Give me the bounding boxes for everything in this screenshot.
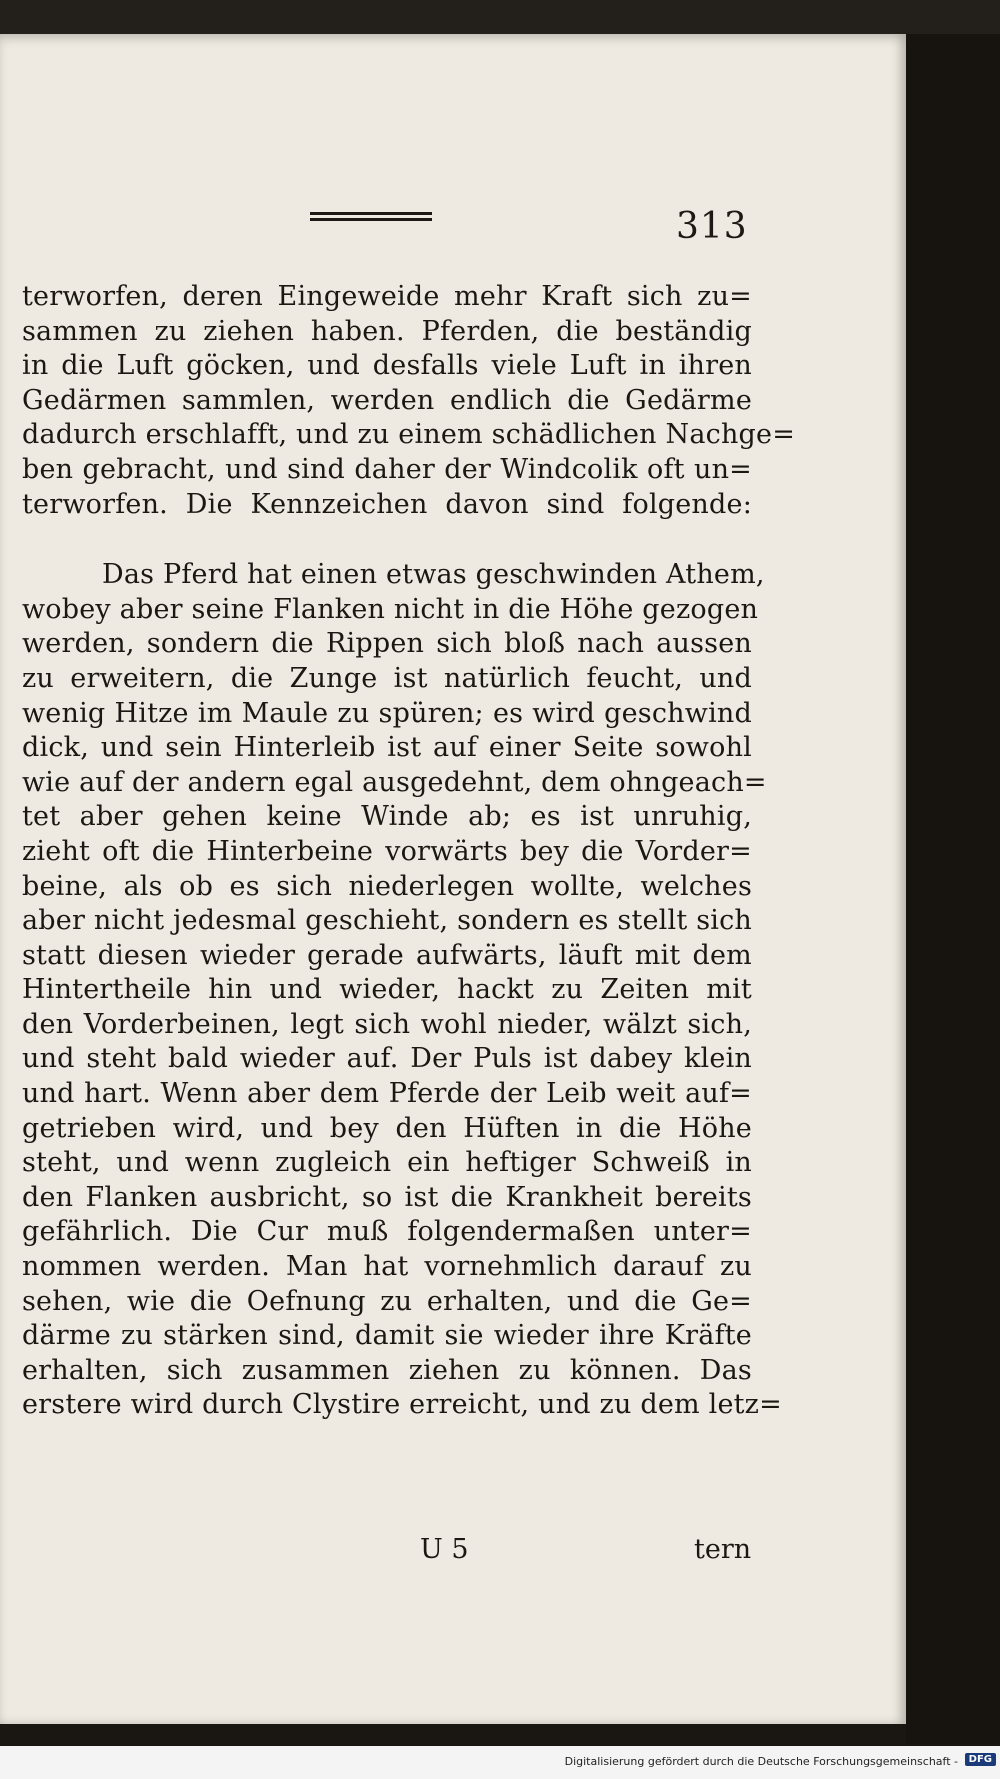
text-line: in die Luft göcken, und desfalls viele Luft in ihren <box>22 350 752 382</box>
text-line: terworfen, deren Eingeweide mehr Kraft sich zu= <box>22 281 752 312</box>
text-line: gefährlich. Die Cur muß folgendermaßen unter= <box>22 1216 752 1248</box>
catchword: tern <box>694 1534 752 1565</box>
text-line: sehen, wie die Oefnung zu erhalten, und die Ge= <box>22 1285 752 1317</box>
book-page <box>0 34 906 1724</box>
text-line: Das Pferd hat einen etwas geschwinden Athem, <box>102 559 765 591</box>
funding-note: Digitalisierung gefördert durch die Deutsche Forschungsgemeinschaft - <box>564 1755 958 1768</box>
scan-footer-bar <box>0 1746 1000 1779</box>
text-line: zieht oft die Hinterbeine vorwärts bey die Vorder= <box>22 835 752 867</box>
text-line: nommen werden. Man hat vornehmlich darauf zu <box>22 1251 752 1283</box>
signature-mark: U 5 <box>420 1534 469 1565</box>
dfg-logo: DFG <box>965 1753 996 1766</box>
text-line: den Flanken ausbricht, so ist die Krankheit bereits <box>22 1181 752 1213</box>
text-line: und steht bald wieder auf. Der Puls ist dabey klein <box>22 1043 752 1075</box>
page-number: 313 <box>676 206 748 247</box>
scan-right-shadow <box>906 34 1000 1744</box>
text-line: erstere wird durch Clystire erreicht, und zu dem letz= <box>22 1389 782 1421</box>
paragraph-1 <box>22 280 796 522</box>
text-line: dick, und sein Hinterleib ist auf einer Seite sowohl <box>22 732 752 764</box>
text-line: Gedärmen sammlen, werden endlich die Gedärme <box>22 384 752 416</box>
text-line: zu erweitern, die Zunge ist natürlich feucht, und <box>22 662 752 694</box>
text-line: tet aber gehen keine Winde ab; es ist unruhig, <box>22 801 752 833</box>
text-line: wenig Hitze im Maule zu spüren; es wird geschwind <box>22 697 752 729</box>
header-rule <box>310 212 432 224</box>
text-line: werden, sondern die Rippen sich bloß nach aussen <box>22 628 752 660</box>
text-line: sammen zu ziehen haben. Pferden, die beständig <box>22 315 752 347</box>
paragraph-2 <box>22 558 782 1423</box>
text-line: därme zu stärken sind, damit sie wieder ihre Kräfte <box>22 1320 752 1352</box>
text-line: und hart. Wenn aber dem Pferde der Leib weit auf= <box>22 1078 752 1110</box>
text-line: aber nicht jedesmal geschieht, sondern es stellt sich <box>22 905 752 937</box>
text-line: steht, und wenn zugleich ein heftiger Schweiß in <box>22 1147 752 1179</box>
text-line: statt diesen wieder gerade aufwärts, läuft mit dem <box>22 939 752 971</box>
text-line: den Vorderbeinen, legt sich wohl nieder, wälzt sich, <box>22 1008 752 1040</box>
text-line: wobey aber seine Flanken nicht in die Höhe gezogen <box>22 593 759 625</box>
text-line: getrieben wird, und bey den Hüften in die Höhe <box>22 1112 752 1144</box>
text-line: beine, als ob es sich niederlegen wollte, welches <box>22 870 752 902</box>
body-text <box>22 280 796 1423</box>
text-line: dadurch erschlafft, und zu einem schädlichen Nachge= <box>22 419 796 451</box>
scan-top-border <box>0 0 1000 34</box>
paragraph-gap <box>22 522 752 558</box>
text-line: terworfen. Die Kennzeichen davon sind folgende: <box>22 488 752 520</box>
text-line: wie auf der andern egal ausgedehnt, dem ohngeach= <box>22 766 767 798</box>
text-line: ben gebracht, und sind daher der Windcolik oft un= <box>22 453 752 485</box>
text-line: Hintertheile hin und wieder, hackt zu Zeiten mit <box>22 974 752 1006</box>
text-line: erhalten, sich zusammen ziehen zu können. Das <box>22 1354 752 1386</box>
